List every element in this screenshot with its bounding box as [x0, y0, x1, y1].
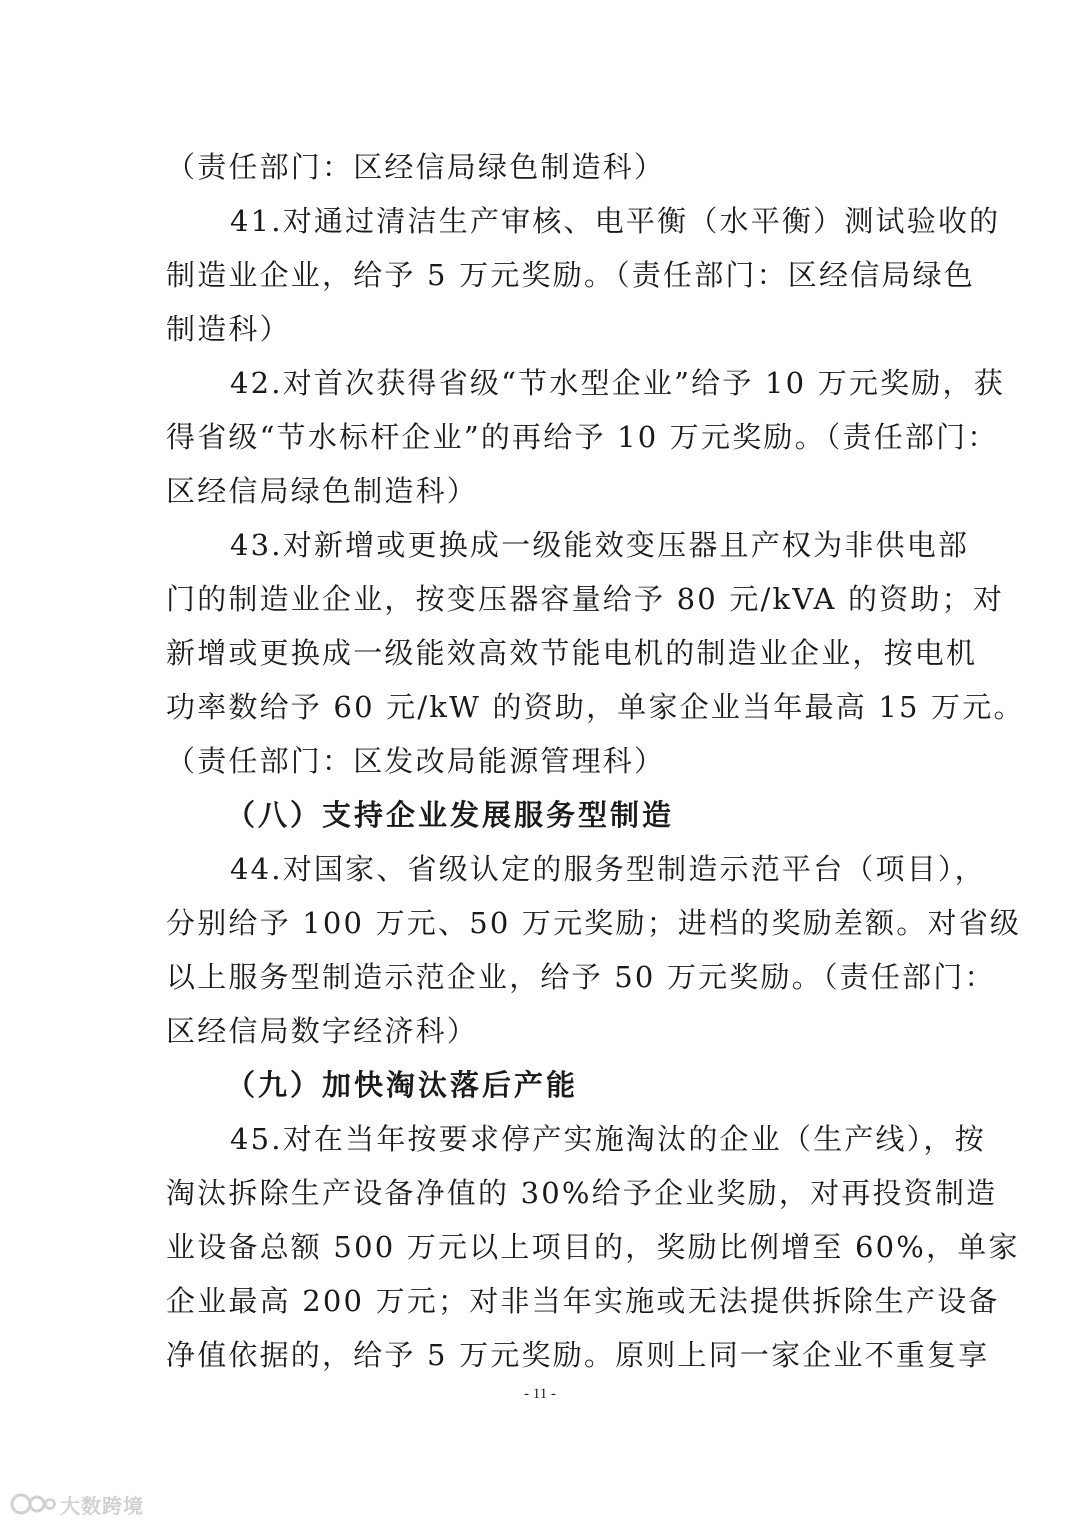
text-line-1: （责任部门：区经信局绿色制造科） [166, 150, 666, 184]
text-line-12: （责任部门：区发改局能源管理科） [166, 744, 666, 778]
text-line-8: 43.对新增或更换成一级能效变压器且产权为非供电部 [230, 528, 970, 562]
text-line-14: 44.对国家、省级认定的服务型制造示范平台（项目）， [230, 852, 986, 886]
text-line-4: 制造科） [166, 312, 291, 346]
section-heading-9: （九）加快淘汰落后产能 [226, 1068, 579, 1102]
watermark [10, 1488, 144, 1520]
text-line-19: 45.对在当年按要求停产实施淘汰的企业（生产线），按 [230, 1122, 986, 1156]
page-number: - 11 - [524, 1386, 556, 1402]
watermark-logo-icon [10, 1491, 56, 1517]
text-line-21: 业设备总额 500 万元以上项目的，奖励比例增至 60%，单家 [166, 1230, 1020, 1264]
document-body [166, 140, 1025, 1382]
text-line-9: 门的制造业企业，按变压器容量给予 80 元/kVA 的资助；对 [166, 582, 1005, 616]
text-line-11: 功率数给予 60 元/kW 的资助，单家企业当年最高 15 万元。 [166, 690, 1025, 724]
text-line-17: 区经信局数字经济科） [166, 1014, 479, 1048]
text-line-22: 企业最高 200 万元；对非当年实施或无法提供拆除生产设备 [166, 1284, 1000, 1318]
text-line-3: 制造业企业，给予 5 万元奖励。（责任部门：区经信局绿色 [166, 258, 975, 292]
watermark-text: 大数跨境 [60, 1493, 144, 1518]
text-line-20: 淘汰拆除生产设备净值的 30%给予企业奖励，对再投资制造 [166, 1176, 998, 1210]
text-line-7: 区经信局绿色制造科） [166, 474, 479, 508]
text-line-15: 分别给予 100 万元、50 万元奖励；进档的奖励差额。对省级 [166, 906, 1022, 940]
text-line-2: 41.对通过清洁生产审核、电平衡（水平衡）测试验收的 [230, 204, 1001, 238]
text-line-5: 42.对首次获得省级“节水型企业”给予 10 万元奖励，获 [230, 366, 1005, 400]
section-heading-8: （八）支持企业发展服务型制造 [226, 798, 675, 832]
text-line-16: 以上服务型制造示范企业，给予 50 万元奖励。（责任部门： [166, 960, 996, 994]
text-line-6: 得省级“节水标杆企业”的再给予 10 万元奖励。（责任部门： [166, 420, 999, 454]
text-line-23: 净值依据的，给予 5 万元奖励。原则上同一家企业不重复享 [166, 1338, 990, 1372]
text-line-10: 新增或更换成一级能效高效节能电机的制造业企业，按电机 [166, 636, 978, 670]
